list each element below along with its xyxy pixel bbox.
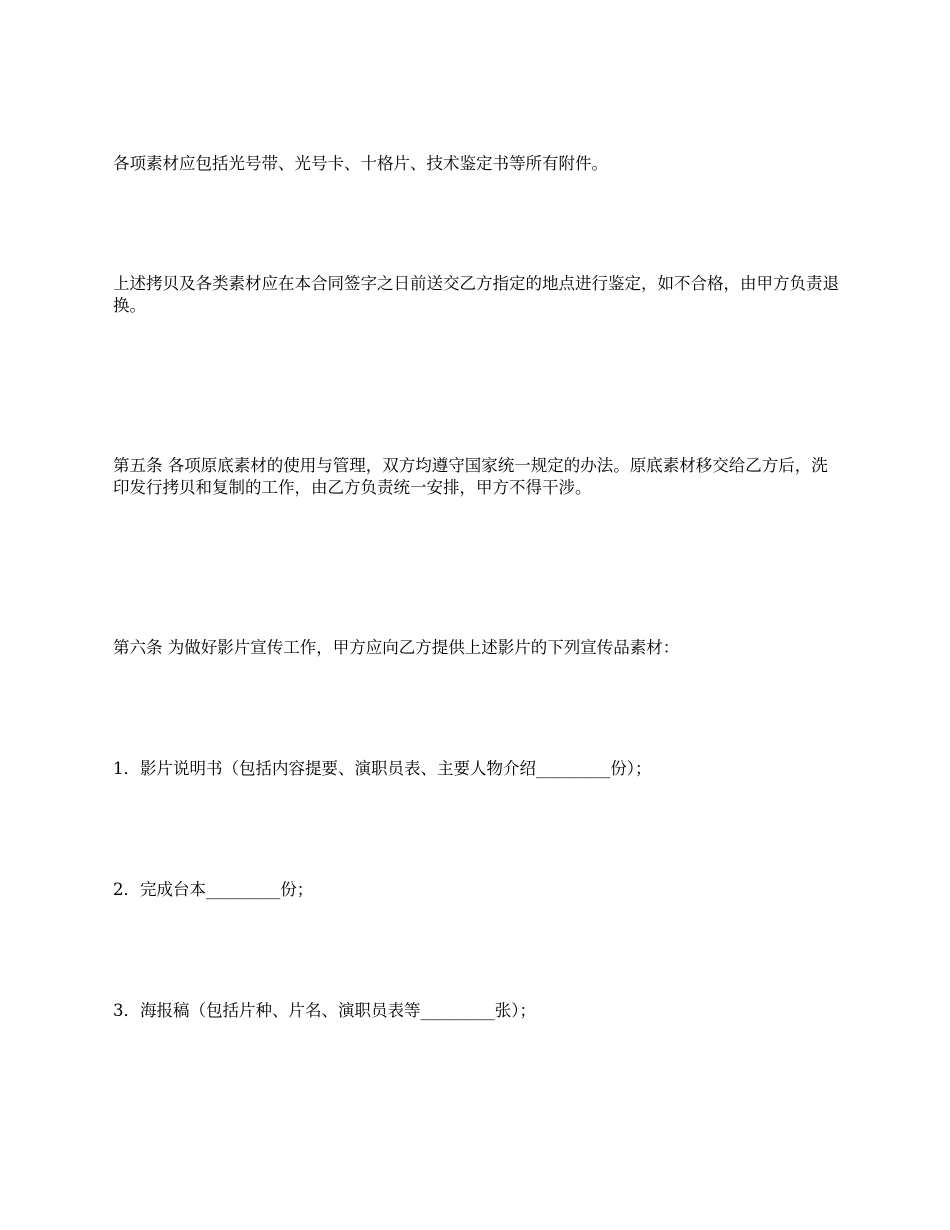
paragraph-materials-attachments: 各项素材应包括光号带、光号卡、十格片、技术鉴定书等所有附件。	[113, 154, 608, 173]
paragraph-article-5: 第五条 各项原底素材的使用与管理，双方均遵守国家统一规定的办法。原底素材移交给乙方后，洗印发行拷贝和复制的工作，由乙方负责统一安排，甲方不得干涉。	[113, 456, 828, 497]
paragraph-copies-inspection: 上述拷贝及各类素材应在本合同签字之日前送交乙方指定的地点进行鉴定，如不合格，由甲方负责退换。	[113, 274, 839, 315]
list-item-poster-draft: 3．海报稿（包括片种、片名、演职员表等_________张）；	[113, 1001, 536, 1020]
list-item-final-script: 2．完成台本_________份；	[113, 880, 314, 899]
list-item-film-brochure: 1．影片说明书（包括内容提要、演职员表、主要人物介绍_________份）；	[113, 759, 652, 778]
paragraph-article-6: 第六条 为做好影片宣传工作，甲方应向乙方提供上述影片的下列宣传品素材：	[113, 638, 680, 657]
